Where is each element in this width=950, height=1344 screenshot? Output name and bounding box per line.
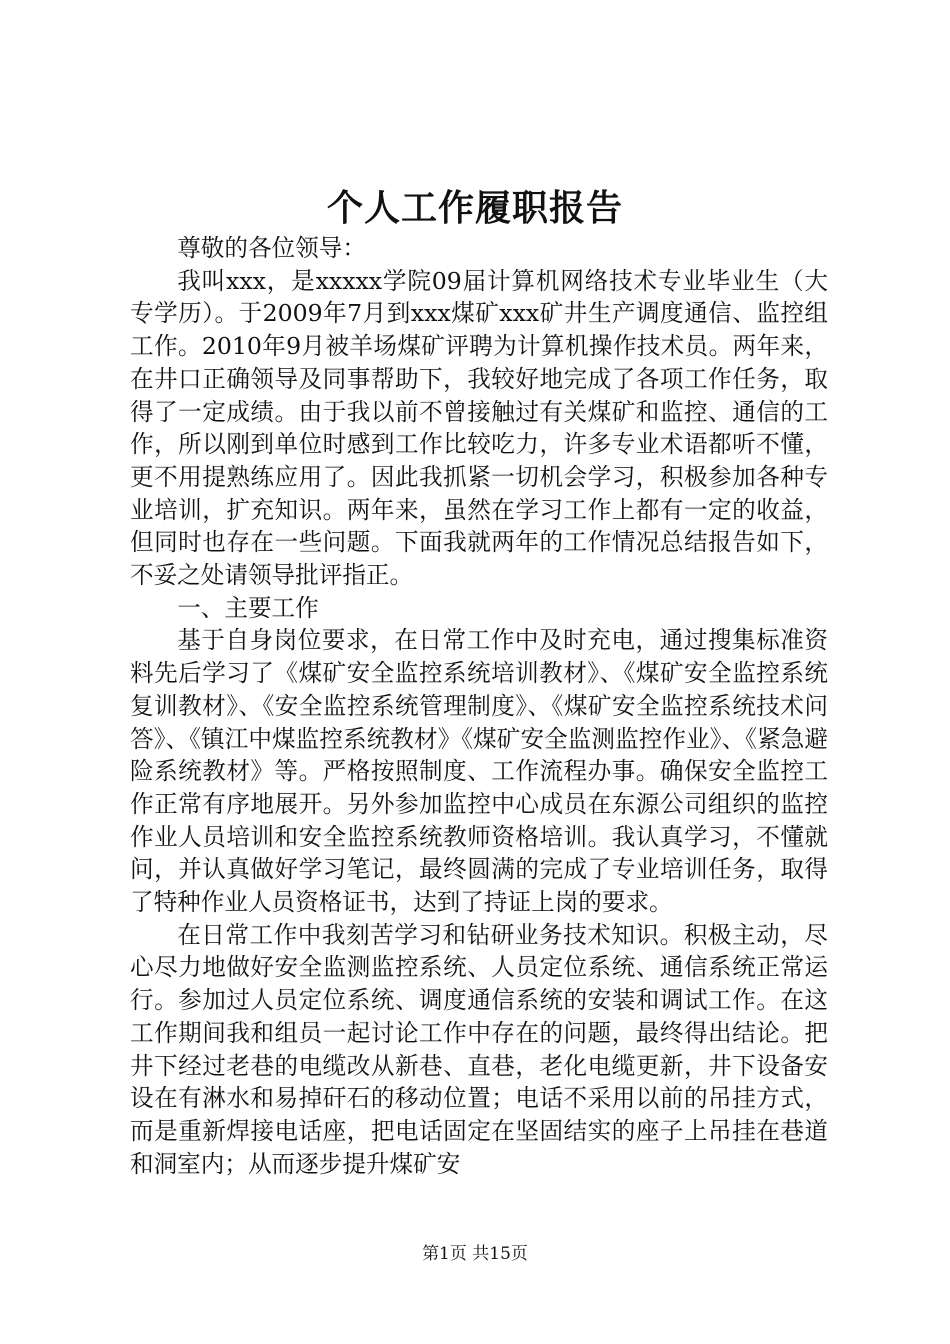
page-number: 第1页 共15页	[422, 1244, 528, 1264]
paragraph-daily-work: 在日常工作中我刻苦学习和钻研业务技术知识。积极主动，尽心尽力地做好安全监测监控系统、人员定位系统、通信系统正常运行。参加过人员定位系统、调度通信系统的安装和调试工作。在这工作期间我和组员一起讨论工作中存在的问题，最终得出结论。把井下经过老巷的电缆改从新巷、直巷，老化电缆更新，井下设备安设在有淋水和易掉矸石的移动位置；电话不采用以前的吊挂方式，而是重新焊接电话座，把电话固定在坚固结实的座子上吊挂在巷道和洞室内；从而逐步提升煤矿安	[130, 920, 828, 1178]
paragraph-intro: 我叫xxx，是xxxxx学院09届计算机网络技术专业毕业生（大专学历）。于2009年7月到xxx煤矿xxx矿井生产调度通信、监控组工作。2010年9月被羊场煤矿评聘为计算机操作技术员。两年来，在井口正确领导及同事帮助下，我较好地完成了各项工作任务，取得了一定成绩。由于我以前不曾接触过有关煤矿和监控、通信的工作，所以刚到单位时感到工作比较吃力，许多专业术语都听不懂，更不用提熟练应用了。因此我抓紧一切机会学习，积极参加各种专业培训，扩充知识。两年来，虽然在学习工作上都有一定的收益，但同时也存在一些问题。下面我就两年的工作情况总结报告如下，不妥之处请领导批评指正。	[130, 266, 828, 590]
paragraph-study: 基于自身岗位要求，在日常工作中及时充电，通过搜集标准资料先后学习了《煤矿安全监控系统培训教材》、《煤矿安全监控系统复训教材》、《安全监控系统管理制度》、《煤矿安全监控系统技术问答》、《镇江中煤监控系统教材》《煤矿安全监测监控作业》、《紧急避险系统教材》等。严格按照制度、工作流程办事。确保安全监控工作正常有序地展开。另外参加监控中心成员在东源公司组织的监控作业人员培训和安全监控系统教师资格培训。我认真学习，不懂就问，并认真做好学习笔记，最终圆满的完成了专业培训任务，取得了特种作业人员资格证书，达到了持证上岗的要求。	[130, 626, 828, 917]
document-title: 个人工作履职报告	[326, 187, 623, 229]
document-body	[130, 232, 828, 1180]
section-heading: 一、主要工作	[177, 593, 319, 622]
salutation: 尊敬的各位领导：	[177, 234, 366, 262]
